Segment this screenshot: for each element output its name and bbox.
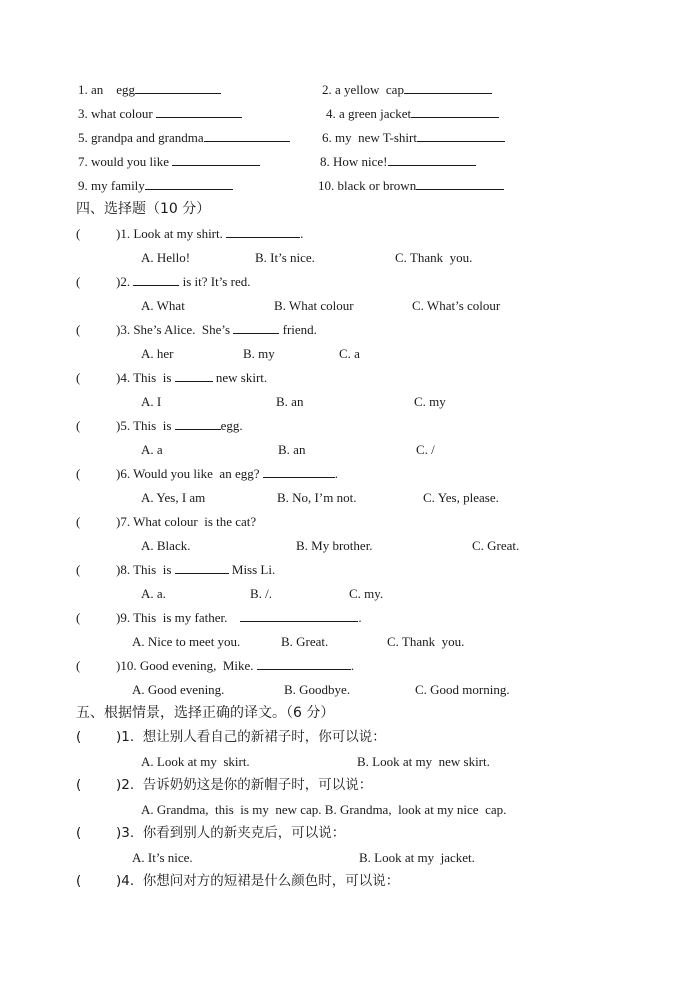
answer-blank[interactable] [145,177,233,190]
phrase-item-3 [78,105,242,122]
question-stem: )2. 告诉奶奶这是你的新帽子时，可以说： [116,777,373,793]
answer-blank[interactable] [156,105,242,118]
mc-question-6 [76,465,338,482]
answer-blank[interactable] [175,561,229,574]
option-s2a[interactable] [141,801,506,818]
phrase-item-9 [78,177,233,194]
option-3c[interactable]: C. a [339,346,360,361]
section-5-title: 五、根据情景，选择正确的译文。（6 分） [76,705,335,721]
question-tail: friend. [282,322,317,337]
question-stem: )1. 想让别人看自己的新裙子时，你可以说： [116,729,386,745]
option-3a[interactable]: A. her [141,346,174,361]
question-stem: )10. Good evening, Mike. [116,658,254,673]
mc-question-8 [76,561,275,578]
answer-blank[interactable] [175,417,221,430]
option-6b[interactable]: B. No, I’m not. [277,490,357,505]
option-10b[interactable]: B. Goodbye. [284,682,351,697]
question-tail: new skirt. [215,370,268,385]
answer-blank[interactable] [263,465,335,478]
option-9c[interactable]: C. Thank you. [387,634,465,649]
question-stem: )3. 你看到别人的新夹克后，可以说： [116,825,346,841]
item-text: a yellow cap [335,82,404,97]
option-8c[interactable]: C. my. [349,586,384,601]
scenario-question-1 [76,729,386,746]
option-2c[interactable]: C. What’s colour [412,298,501,313]
option-s3a[interactable]: A. It’s nice. [132,850,193,865]
mc-question-3 [76,321,317,338]
phrase-item-4 [326,105,499,122]
answer-blank[interactable] [133,273,179,286]
answer-paren[interactable]: ( [76,610,81,625]
answer-blank[interactable] [204,129,290,142]
option-1a[interactable]: A. Hello! [141,250,191,265]
answer-paren[interactable]: ( [76,729,82,745]
answer-blank[interactable] [257,657,351,670]
phrase-item-10 [318,177,504,194]
scenario-question-3 [76,825,345,842]
option-8b[interactable]: B. /. [250,586,273,601]
item-num: 4. [326,106,336,121]
question-stem: )4. This is [116,370,172,385]
item-num: 3. [78,106,88,121]
option-2a[interactable]: A. What [141,298,185,313]
option-s2a-text: A. Grandma, this is my new cap. [141,802,322,817]
item-text: would you like [91,154,169,169]
answer-blank[interactable] [233,321,279,334]
item-num: 5. [78,130,88,145]
option-s1b[interactable]: B. Look at my new skirt. [357,754,490,769]
question-tail: egg. [220,418,243,433]
option-2b[interactable]: B. What colour [274,298,354,313]
option-4b[interactable]: B. an [276,394,304,409]
mc-question-1 [76,225,303,242]
answer-blank[interactable] [417,129,505,142]
item-text: a green jacket [339,106,412,121]
option-1b[interactable]: B. It’s nice. [255,250,315,265]
option-7a[interactable]: A. Black. [141,538,191,553]
question-tail: . [358,610,362,625]
answer-paren[interactable]: ( [76,873,82,889]
mc-question-7 [76,513,256,530]
scenario-question-4 [76,873,399,890]
option-4a[interactable]: A. I [141,394,162,409]
option-9b[interactable]: B. Great. [281,634,329,649]
option-5c[interactable]: C. / [416,442,435,457]
option-1c[interactable]: C. Thank you. [395,250,473,265]
answer-paren[interactable]: ( [76,466,81,481]
phrase-item-8 [320,153,476,170]
item-text: black or brown [337,178,417,193]
option-10a[interactable]: A. Good evening. [132,682,225,697]
phrase-item-1 [78,81,221,98]
item-text: How nice! [333,154,388,169]
option-9a[interactable]: A. Nice to meet you. [132,634,241,649]
option-6a[interactable]: A. Yes, I am [141,490,206,505]
option-8a[interactable]: A. a. [141,586,166,601]
option-4c[interactable]: C. my [414,394,446,409]
question-stem: )4. 你想问对方的短裙是什么颜色时，可以说： [116,873,400,889]
phrase-item-2 [322,81,492,98]
question-tail: is it? It’s red. [182,274,251,289]
option-s1a[interactable]: A. Look at my skirt. [141,754,250,769]
phrase-item-7 [78,153,260,170]
item-num: 7. [78,154,88,169]
answer-paren[interactable]: ( [76,370,81,385]
answer-blank[interactable] [240,609,358,622]
item-text: what colour [91,106,153,121]
answer-blank[interactable] [416,177,504,190]
question-stem: )3. She’s Alice. She’s [116,322,231,337]
item-text: an egg [91,82,136,97]
answer-blank[interactable] [175,369,213,382]
answer-blank[interactable] [172,153,260,166]
option-3b[interactable]: B. my [243,346,275,361]
mc-question-2 [76,273,250,290]
item-num: 10. [318,178,335,193]
scenario-question-2 [76,777,372,794]
option-s3b[interactable]: B. Look at my jacket. [359,850,475,865]
option-s2b-text: B. Grandma, look at my nice cap. [324,802,507,817]
answer-paren[interactable]: ( [76,418,81,433]
item-num: 1. [78,82,88,97]
item-text: my new T-shirt [335,130,417,145]
answer-paren[interactable]: ( [76,322,81,337]
option-7c[interactable]: C. Great. [472,538,520,553]
answer-paren[interactable]: ( [76,274,81,289]
question-tail: . [334,466,338,481]
question-stem: )5. This is [116,418,172,433]
item-num: 9. [78,178,88,193]
answer-paren[interactable]: ( [76,514,81,529]
question-stem: )7. What colour is the cat? [116,514,257,529]
option-7b[interactable]: B. My brother. [296,538,373,553]
answer-paren[interactable]: ( [76,562,81,577]
answer-paren[interactable]: ( [76,226,81,241]
option-5b[interactable]: B. an [278,442,306,457]
question-tail: . [350,658,355,673]
answer-blank[interactable] [404,81,492,94]
answer-paren[interactable]: ( [76,658,81,673]
item-text: grandpa and grandma [91,130,204,145]
question-tail: . [300,226,304,241]
answer-blank[interactable] [135,81,221,94]
item-num: 2. [322,82,332,97]
question-tail: Miss Li. [231,562,276,577]
mc-question-10 [76,657,354,674]
option-6c[interactable]: C. Yes, please. [423,490,499,505]
question-stem: )1. Look at my shirt. [116,226,223,241]
item-text: my family [91,178,145,193]
mc-question-9 [76,609,362,626]
answer-blank[interactable] [226,225,300,238]
question-stem: )8. This is [116,562,172,577]
item-num: 8. [320,154,330,169]
section-4-title: 四、选择题（10 分） [76,201,211,217]
phrase-item-5 [78,129,290,146]
answer-paren[interactable]: ( [76,777,82,793]
option-10c[interactable]: C. Good morning. [415,682,510,697]
question-stem: )2. [116,274,131,289]
question-stem: )6. Would you like an egg? [116,466,260,481]
answer-blank[interactable] [411,105,499,118]
mc-question-4 [76,369,267,386]
option-5a[interactable]: A. a [141,442,163,457]
answer-paren[interactable]: ( [76,825,82,841]
question-stem: )9. This is my father. [116,610,228,625]
phrase-item-6 [322,129,505,146]
answer-blank[interactable] [388,153,476,166]
item-num: 6. [322,130,332,145]
mc-question-5 [76,417,243,434]
